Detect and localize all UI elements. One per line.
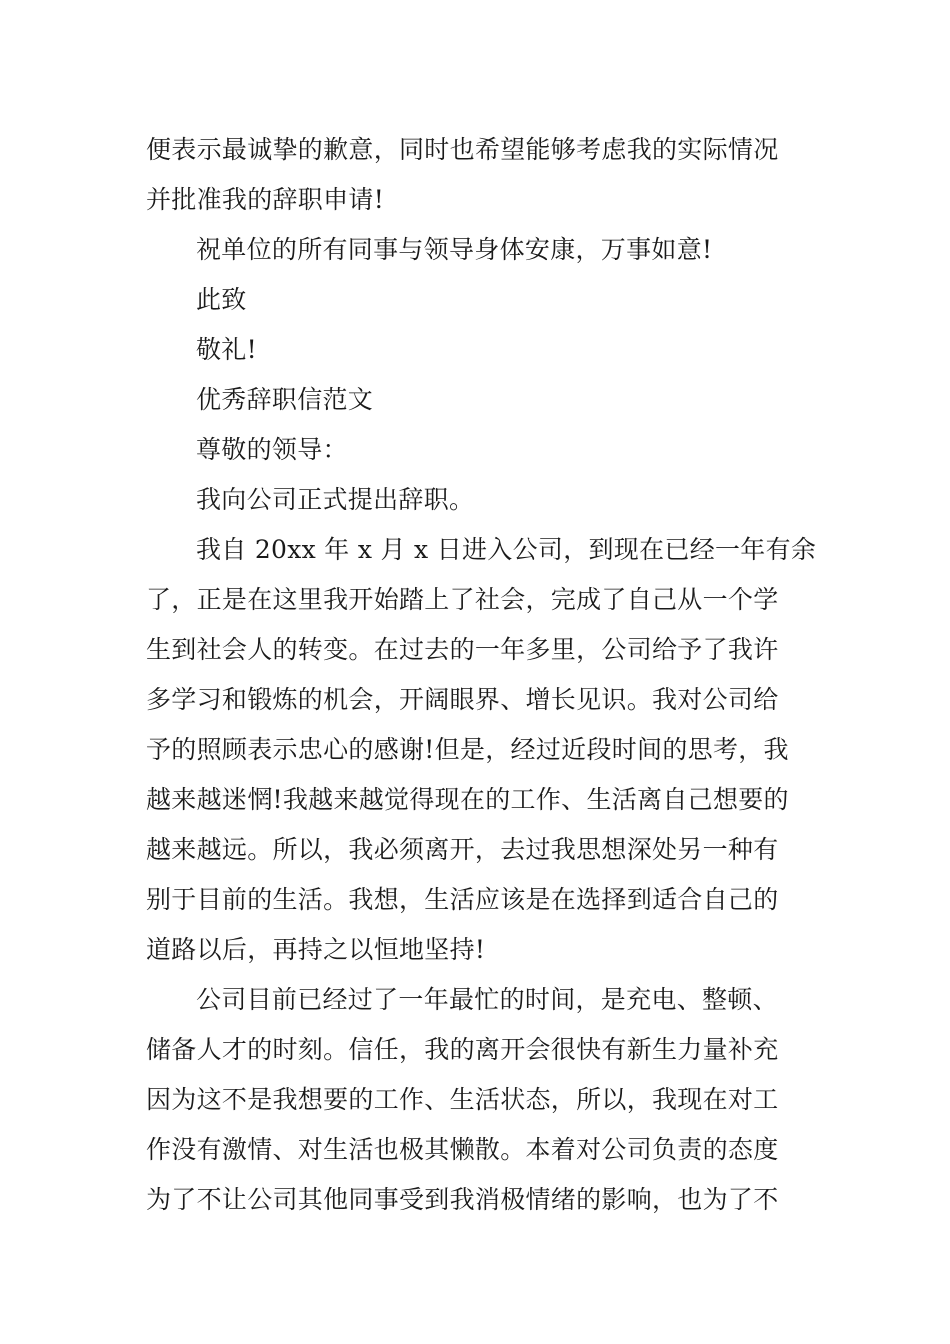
text-line: 作没有激情、对生活也极其懒散。本着对公司负责的态度 xyxy=(146,1135,779,1164)
text-line: 越来越迷惘!我越来越觉得现在的工作、生活离自己想要的 xyxy=(146,785,789,814)
text-line: 予的照顾表示忠心的感谢!但是，经过近段时间的思考，我 xyxy=(146,735,789,764)
text-line: 越来越远。所以，我必须离开，去过我思想深处另一种有 xyxy=(146,835,779,864)
text-line: 为了不让公司其他同事受到我消极情绪的影响，也为了不 xyxy=(146,1185,779,1214)
text-line: 储备人才的时刻。信任，我的离开会很快有新生力量补充 xyxy=(146,1035,779,1064)
text-line: 了，正是在这里我开始踏上了社会，完成了自己从一个学 xyxy=(146,585,779,614)
text-line: 多学习和锻炼的机会，开阔眼界、增长见识。我对公司给 xyxy=(146,685,779,714)
text-line: 我向公司正式提出辞职。 xyxy=(196,485,475,514)
text-line: 优秀辞职信范文 xyxy=(196,385,374,414)
text-line: 因为这不是我想要的工作、生活状态，所以，我现在对工 xyxy=(146,1085,779,1114)
text-line: 别于目前的生活。我想，生活应该是在选择到适合自己的 xyxy=(146,885,779,914)
text-line: 并批准我的辞职申请! xyxy=(146,185,385,214)
text-line: 尊敬的领导： xyxy=(196,435,348,464)
text-line: 祝单位的所有同事与领导身体安康，万事如意! xyxy=(196,235,713,264)
text-line: 此致 xyxy=(196,285,247,314)
text-line: 公司目前已经过了一年最忙的时间，是充电、整顿、 xyxy=(196,985,778,1014)
text-line: 道路以后，再持之以恒地坚持! xyxy=(146,935,486,964)
text-line: 敬礼! xyxy=(196,335,257,364)
text-line: 便表示最诚挚的歉意，同时也希望能够考虑我的实际情况 xyxy=(146,135,779,164)
text-line: 我自 20xx 年 x 月 x 日进入公司，到现在已经一年有余 xyxy=(196,535,817,564)
text-line: 生到社会人的转变。在过去的一年多里，公司给予了我许 xyxy=(146,635,779,664)
